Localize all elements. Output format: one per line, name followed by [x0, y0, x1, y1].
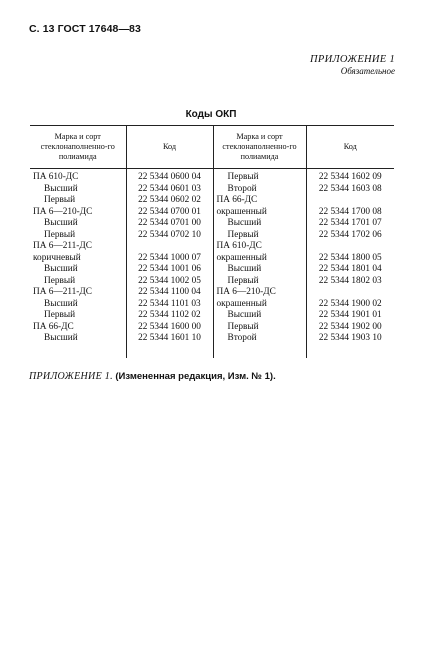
- left-mark-entry: Первый: [44, 310, 76, 320]
- right-code-entry: 22 5344 1800 05: [318, 252, 382, 263]
- left-mark-entry: Первый: [44, 229, 76, 240]
- right-code-entry: [307, 195, 395, 207]
- amendment-note: [29, 371, 276, 382]
- right-code-entry: 22 5344 1901 01: [318, 310, 382, 320]
- right-code-entry: 22 5344 1801 04: [318, 264, 382, 274]
- right-mark-header: Марка и сорт стеклонаполненно-го полиамида: [213, 126, 306, 169]
- right-mark-entry: Второй: [227, 333, 257, 343]
- right-marks-column: [213, 169, 306, 359]
- right-mark-entry: окрашенный: [216, 252, 267, 263]
- amendment-label: ПРИЛОЖЕНИЕ 1.: [29, 371, 113, 382]
- table-title: Коды ОКП: [185, 109, 237, 120]
- appendix-title: ПРИЛОЖЕНИЕ 1: [310, 54, 395, 65]
- right-code-entry: 22 5344 1603 08: [318, 183, 382, 194]
- left-code-entry: [127, 241, 213, 253]
- right-code-entry: 22 5344 1701 07: [318, 218, 382, 228]
- left-mark-entry: Первый: [44, 195, 76, 205]
- left-code-entry: 22 5344 0700 01: [138, 206, 201, 217]
- left-marks-column: [30, 169, 126, 359]
- table-header-row: [30, 126, 394, 169]
- right-mark-entry: Первый: [227, 321, 259, 332]
- amendment-text: (Измененная редакция, Изм. № 1).: [115, 371, 276, 382]
- right-code-entry: [307, 241, 395, 253]
- left-code-entry: 22 5344 1102 02: [138, 310, 201, 320]
- right-mark-entry: Первый: [227, 275, 259, 286]
- left-code-entry: 22 5344 1600 00: [138, 321, 201, 332]
- right-code-entry: 22 5344 1702 06: [318, 229, 382, 240]
- right-mark-entry: Высший: [227, 264, 262, 274]
- left-code-entry: 22 5344 0602 02: [138, 195, 201, 205]
- left-code-entry: 22 5344 0701 00: [138, 218, 201, 228]
- left-code-entry: 22 5344 1601 10: [138, 333, 201, 343]
- table-body-row: [30, 169, 394, 359]
- right-mark-entry: Высший: [227, 218, 262, 228]
- left-mark-entry: Высший: [44, 218, 78, 228]
- left-mark-entry: ПА 66-ДС: [33, 321, 74, 332]
- left-code-entry: 22 5344 0601 03: [138, 183, 201, 194]
- okp-codes-table: [30, 125, 394, 358]
- left-mark-entry: Первый: [44, 275, 76, 286]
- left-code-entry: 22 5344 0600 04: [138, 172, 201, 182]
- right-codes-column: [306, 169, 394, 359]
- right-mark-entry: Первый: [227, 229, 259, 240]
- left-mark-entry: ПА 610-ДС: [33, 172, 79, 182]
- right-code-entry: 22 5344 1900 02: [318, 298, 382, 309]
- right-mark-entry: ПА 66-ДС: [216, 195, 258, 205]
- left-mark-entry: Высший: [44, 183, 78, 194]
- right-mark-entry: Первый: [227, 172, 259, 182]
- right-mark-entry: Высший: [227, 310, 262, 320]
- left-mark-entry: ПА 6—211-ДС: [33, 287, 92, 297]
- left-code-entry: 22 5344 1100 04: [138, 287, 201, 297]
- right-code-entry: 22 5344 1802 03: [318, 275, 382, 286]
- left-code-entry: 22 5344 0702 10: [138, 229, 201, 240]
- left-code-header: Код: [126, 126, 213, 169]
- right-code-entry: 22 5344 1700 08: [318, 206, 382, 217]
- left-code-entry: 22 5344 1001 06: [138, 264, 201, 274]
- left-mark-entry: ПА 6—211-ДС: [33, 241, 92, 251]
- left-mark-entry: Высший: [44, 333, 78, 343]
- right-mark-entry: окрашенный: [216, 206, 267, 217]
- right-mark-entry: Второй: [227, 183, 257, 194]
- right-code-entry: 22 5344 1903 10: [318, 333, 382, 343]
- right-code-entry: [307, 287, 395, 299]
- right-code-entry: 22 5344 1602 09: [318, 172, 382, 182]
- right-code-entry: 22 5344 1902 00: [318, 321, 382, 332]
- right-mark-entry: ПА 610-ДС: [216, 241, 262, 251]
- left-code-entry: 22 5344 1002 05: [138, 275, 201, 286]
- right-code-header: Код: [306, 126, 394, 169]
- left-mark-entry: Высший: [44, 264, 78, 274]
- left-mark-entry: ПА 6—210-ДС: [33, 206, 93, 217]
- right-mark-entry: окрашенный: [216, 298, 267, 309]
- page-header: С. 13 ГОСТ 17648—83: [29, 23, 141, 35]
- left-mark-entry: коричневый: [33, 252, 81, 263]
- appendix-heading: [310, 54, 395, 76]
- left-mark-header: Марка и сорт стеклонаполненно-го полиамида: [30, 126, 126, 169]
- left-code-entry: 22 5344 1101 03: [138, 298, 201, 309]
- left-code-entry: 22 5344 1000 07: [138, 252, 201, 263]
- left-mark-entry: Высший: [44, 298, 78, 309]
- left-codes-column: [126, 169, 213, 359]
- appendix-subtitle: Обязательное: [340, 66, 395, 76]
- right-mark-entry: ПА 6—210-ДС: [216, 287, 276, 297]
